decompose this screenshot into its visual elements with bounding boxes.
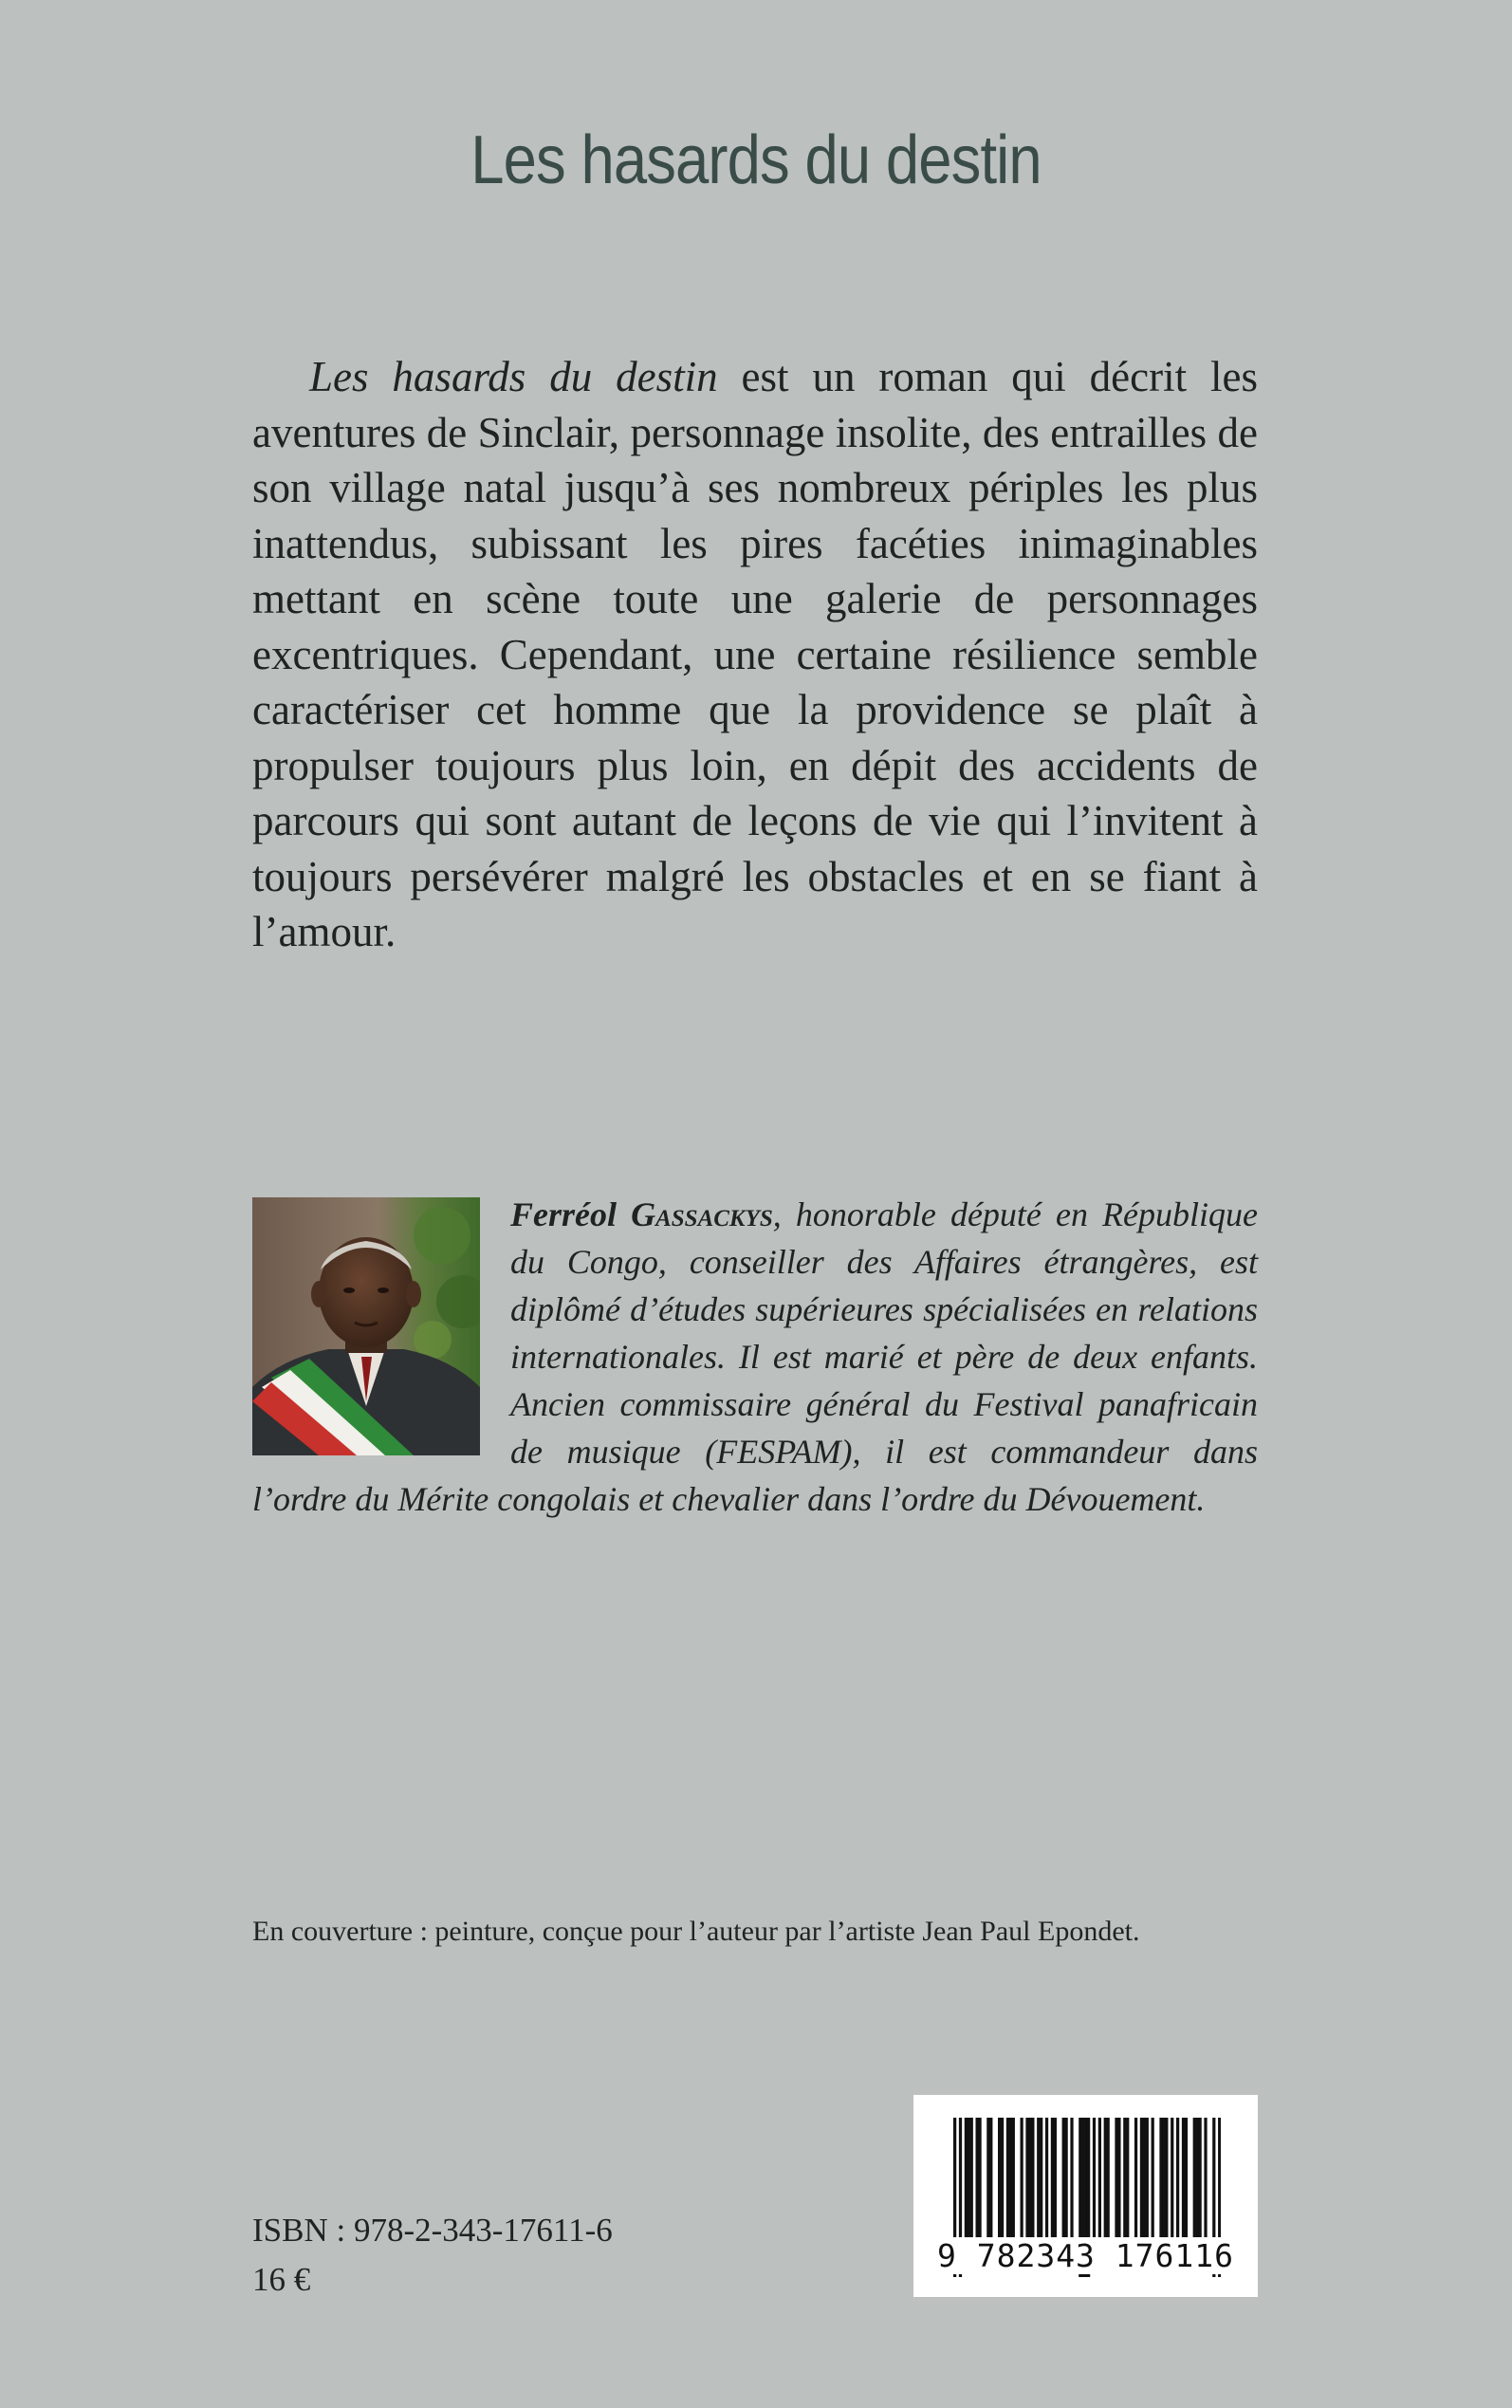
barcode-bar	[1182, 2118, 1185, 2239]
cover-credit: En couverture : peinture, conçue pour l’auteur par l’artiste Jean Paul Epondet.	[252, 1916, 1140, 1947]
barcode-bar	[1176, 2118, 1179, 2239]
author-last-name: Gassackys	[631, 1195, 773, 1233]
barcode-bar	[1006, 2118, 1009, 2239]
book-summary	[252, 349, 1258, 960]
price-text: 16 €	[252, 2261, 311, 2298]
barcode-bar	[1152, 2118, 1154, 2239]
barcode-bar	[1070, 2118, 1073, 2239]
barcode-bar	[1062, 2118, 1065, 2239]
barcode-bar	[1104, 2118, 1107, 2239]
barcode-bar	[986, 2118, 989, 2239]
barcode-bar	[1193, 2118, 1196, 2239]
barcode	[913, 2095, 1258, 2297]
summary-paragraph	[252, 349, 1258, 960]
barcode-bar	[1165, 2118, 1168, 2239]
barcode-bar	[1031, 2118, 1034, 2239]
barcode-bar	[1065, 2118, 1068, 2239]
barcode-bar	[1040, 2118, 1042, 2239]
barcode-bar	[1012, 2118, 1015, 2239]
barcode-bar	[1045, 2118, 1048, 2239]
barcode-bar	[1054, 2118, 1057, 2239]
barcode-bar	[978, 2118, 981, 2239]
barcode-bar	[1021, 2118, 1023, 2239]
barcode-bar	[1162, 2118, 1165, 2239]
barcode-bar	[1140, 2118, 1143, 2239]
isbn-text: ISBN : 978-2-343-17611-6	[252, 2212, 613, 2249]
barcode-bar	[1025, 2118, 1028, 2239]
barcode-bar	[989, 2118, 992, 2239]
barcode-bar	[1204, 2118, 1207, 2239]
barcode-bar	[1185, 2118, 1188, 2239]
barcode-bar	[965, 2118, 968, 2239]
barcode-bar	[1159, 2118, 1162, 2239]
barcode-bar	[1001, 2118, 1004, 2239]
barcode-bar	[1107, 2118, 1110, 2239]
barcode-bar	[1134, 2118, 1137, 2239]
barcode-bar	[970, 2118, 973, 2239]
barcode-bar	[1199, 2118, 1202, 2239]
summary-book-title: Les hasards du destin	[309, 353, 718, 400]
barcode-bar	[1196, 2118, 1199, 2239]
barcode-bar	[1009, 2118, 1012, 2239]
barcode-bar	[1143, 2118, 1146, 2239]
photo-spacer	[252, 1191, 510, 1466]
barcode-bar	[1093, 2118, 1096, 2239]
barcode-bar	[976, 2118, 979, 2239]
barcode-bar	[1028, 2118, 1031, 2239]
barcode-bar	[1098, 2118, 1101, 2239]
barcode-bar	[1051, 2118, 1054, 2239]
barcode-bar	[1123, 2118, 1126, 2239]
barcode-bar	[1117, 2118, 1120, 2239]
barcode-bar	[1037, 2118, 1040, 2239]
barcode-number: 9 782343 176116	[936, 2237, 1234, 2274]
barcode-bar	[968, 2118, 970, 2239]
barcode-bar	[1146, 2118, 1149, 2239]
barcode-digits	[913, 2237, 1258, 2274]
author-first-name: Ferréol	[510, 1195, 617, 1233]
author-bio-text: , honorable député en République du Congo, conseiller des Affaires étrangères, est diplômé d’études supérieures spécialisées en relations internationales. Il est marié et père de deux enfants. Ancien commissaire général du Festival panafricain de musique (FESPAM), il est commandeur dans l’ordre du Mérite congolais et chevalier dans l’ordre du Dévouement.	[252, 1195, 1258, 1518]
barcode-bar	[998, 2118, 1001, 2239]
barcode-bar	[1171, 2118, 1173, 2239]
summary-text: est un roman qui décrit les aventures de Sinclair, personnage insolite, des entrailles de son village natal jusqu’à ses nombreux périples les plus inattendus, subissant les pires facéties inimaginables mettant en scène toute une galerie de personnages excentriques. Cependant, une certaine résilience semble caractériser cet homme que la providence se plaît à propulser toujours plus loin, en dépit des accidents de parcours qui sont autant de leçons de vie qui l’invitent à toujours persévérer malgré les obstacles et en se fiant à l’amour.	[252, 353, 1258, 955]
book-title: Les hasards du destin	[470, 122, 1042, 198]
barcode-bar	[1115, 2118, 1117, 2239]
barcode-bar	[1126, 2118, 1129, 2239]
author-biography	[252, 1191, 1258, 1523]
